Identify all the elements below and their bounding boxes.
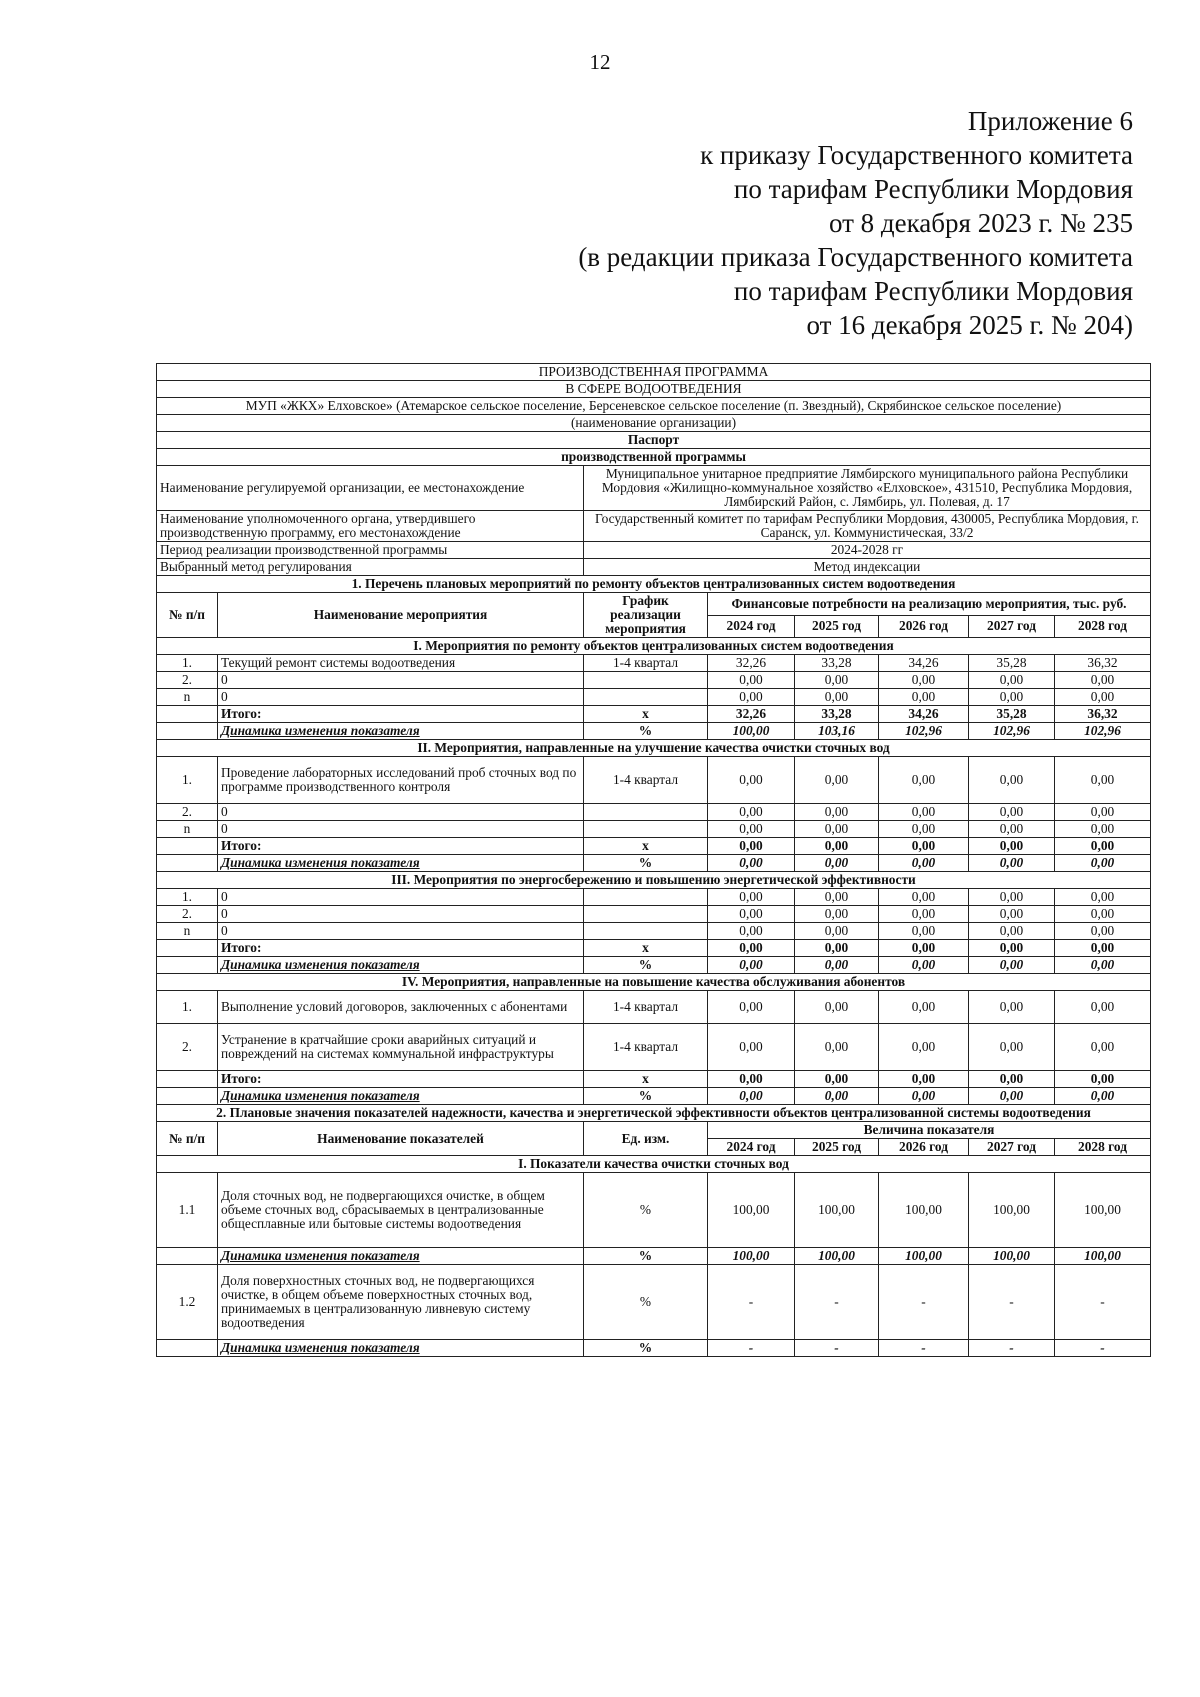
row-value: 0,00 [969,889,1055,906]
row-value: 32,26 [708,655,795,672]
col-header-schedule: График реализации мероприятия [584,593,708,638]
total-value: 34,26 [879,706,969,723]
dynamics-value: 0,00 [1055,957,1151,974]
row-value: 0,00 [1055,889,1151,906]
table-row [157,672,1151,689]
row-value: 0,00 [1055,672,1151,689]
indicator-value: 100,00 [879,1173,969,1248]
group-title-row [157,740,1151,757]
total-value: 0,00 [969,940,1055,957]
row-number: 2. [157,804,218,821]
row-value: 0,00 [795,804,879,821]
dynamics-unit: % [584,855,708,872]
row-value: 0,00 [1055,757,1151,804]
section2-title-row [157,1105,1151,1122]
title-line-2: В СФЕРЕ ВОДООТВЕДЕНИЯ [157,381,1151,398]
passport-label: Выбранный метод регулирования [157,559,584,576]
group-title: I. Показатели качества очистки сточных вод [157,1156,1151,1173]
indicator-value: 100,00 [795,1173,879,1248]
dynamics-number [157,957,218,974]
total-number [157,940,218,957]
col-header-year: 2027 год [969,1139,1055,1156]
group-title-row [157,974,1151,991]
row-value: 0,00 [879,672,969,689]
dynamics-value: 100,00 [795,1248,879,1265]
row-value: 36,32 [1055,655,1151,672]
total-row [157,838,1151,855]
dynamics-value: 100,00 [1055,1248,1151,1265]
dynamics-value: - [969,1340,1055,1357]
row-value: 0,00 [969,1024,1055,1071]
table-row [157,991,1151,1024]
passport-title: Паспорт [157,432,1151,449]
col-header-number: № п/п [157,1122,218,1156]
dynamics-row [157,957,1151,974]
row-value: 33,28 [795,655,879,672]
row-value: 0,00 [795,906,879,923]
row-number: 1. [157,991,218,1024]
row-name: 0 [218,689,584,706]
total-unit: x [584,1071,708,1088]
total-value: 0,00 [879,940,969,957]
indicator-value: 100,00 [1055,1173,1151,1248]
row-value: 0,00 [708,672,795,689]
col-header-year: 2024 год [708,615,795,638]
col-header-finance: Финансовые потребности на реализацию мероприятия, тыс. руб. [708,593,1151,616]
dynamics-value: 0,00 [879,1088,969,1105]
row-name: Проведение лабораторных исследований проб сточных вод по программе производственного контроля [218,757,584,804]
total-unit: x [584,940,708,957]
row-value: 0,00 [1055,923,1151,940]
appendix-line: от 16 декабря 2025 г. № 204) [806,310,1133,340]
row-name: Выполнение условий договоров, заключенных с абонентами [218,991,584,1024]
row-value: 0,00 [969,689,1055,706]
dynamics-label: Динамика изменения показателя [218,855,584,872]
dynamics-number [157,1248,218,1265]
dynamics-label: Динамика изменения показателя [218,1088,584,1105]
row-value: 0,00 [795,1024,879,1071]
row-value: 0,00 [795,689,879,706]
indicator-value: - [879,1265,969,1340]
dynamics-value: - [879,1340,969,1357]
col-header-year: 2028 год [1055,615,1151,638]
dynamics-value: 102,96 [1055,723,1151,740]
col-header-name: Наименование мероприятия [218,593,584,638]
col-header-year: 2024 год [708,1139,795,1156]
appendix-line: от 8 декабря 2023 г. № 235 [828,208,1133,238]
col-header-year: 2025 год [795,1139,879,1156]
total-number [157,1071,218,1088]
group-title: III. Мероприятия по энергосбережению и повышению энергетической эффективности [157,872,1151,889]
row-number: 1.2 [157,1265,218,1340]
row-value: 0,00 [708,923,795,940]
total-value: 0,00 [1055,940,1151,957]
row-value: 0,00 [879,821,969,838]
row-schedule [584,821,708,838]
dynamics-row [157,723,1151,740]
row-number: n [157,923,218,940]
col-header-indicator: Наименование показателей [218,1122,584,1156]
row-value: 0,00 [879,889,969,906]
dynamics-value: 100,00 [969,1248,1055,1265]
row-value: 0,00 [795,757,879,804]
row-value: 0,00 [708,1024,795,1071]
row-value: 0,00 [1055,821,1151,838]
dynamics-value: 0,00 [879,855,969,872]
indicator-name: Доля сточных вод, не подвергающихся очистке, в общем объеме сточных вод, сбрасываемых в централизованные общесплавные или бытовые системы водоотведения [218,1173,584,1248]
total-label: Итого: [218,940,584,957]
indicator-value: - [708,1265,795,1340]
total-value: 0,00 [1055,838,1151,855]
appendix-line: по тарифам Республики Мордовия [733,174,1133,204]
production-program-table [156,363,1151,1357]
row-schedule [584,689,708,706]
group-title: II. Мероприятия, направленные на улучшение качества очистки сточных вод [157,740,1151,757]
col-header-unit: Ед. изм. [584,1122,708,1156]
page-number: 12 [589,50,611,74]
dynamics-value: 100,00 [708,723,795,740]
dynamics-value: 0,00 [969,855,1055,872]
col-header-year: 2027 год [969,615,1055,638]
row-value: 0,00 [1055,991,1151,1024]
indicator-value: - [1055,1265,1151,1340]
group-title: IV. Мероприятия, направленные на повышение качества обслуживания абонентов [157,974,1151,991]
table-row [157,923,1151,940]
dynamics-number [157,1088,218,1105]
row-schedule [584,923,708,940]
table-row [157,804,1151,821]
organization-caption: (наименование организации) [157,415,1151,432]
indicator-value: - [969,1265,1055,1340]
row-value: 0,00 [969,821,1055,838]
dynamics-number [157,855,218,872]
total-label: Итого: [218,838,584,855]
dynamics-value: 102,96 [969,723,1055,740]
passport-subtitle: производственной программы [157,449,1151,466]
row-value: 0,00 [879,757,969,804]
row-value: 0,00 [1055,804,1151,821]
row-value: 0,00 [879,1024,969,1071]
row-name: Устранение в кратчайшие сроки аварийных ситуаций и повреждений на системах коммунальной инфраструктуры [218,1024,584,1071]
table-row [157,689,1151,706]
row-value: 0,00 [879,991,969,1024]
col-header-year: 2026 год [879,615,969,638]
dynamics-row [157,855,1151,872]
table-row [157,757,1151,804]
row-schedule [584,804,708,821]
dynamics-number [157,1340,218,1357]
row-value: 0,00 [708,906,795,923]
row-value: 0,00 [879,689,969,706]
row-value: 0,00 [969,923,1055,940]
row-number: 2. [157,672,218,689]
total-value: 0,00 [969,1071,1055,1088]
row-value: 0,00 [879,804,969,821]
table-row [157,1024,1151,1071]
total-value: 0,00 [795,1071,879,1088]
row-value: 34,26 [879,655,969,672]
row-number: n [157,689,218,706]
indicator-row [157,1265,1151,1340]
dynamics-value: 0,00 [708,855,795,872]
organization-name: МУП «ЖКХ» Елховское» (Атемарское сельское поселение, Берсеневское сельское поселение (п. Звездный), Скрябинское сельское поселение) [157,398,1151,415]
dynamics-value: 0,00 [1055,1088,1151,1105]
table-row [157,906,1151,923]
table-row [157,655,1151,672]
total-value: 32,26 [708,706,795,723]
dynamics-value: - [795,1340,879,1357]
dynamics-unit: % [584,1088,708,1105]
row-name: Текущий ремонт системы водоотведения [218,655,584,672]
passport-label: Период реализации производственной программы [157,542,584,559]
passport-label: Наименование уполномоченного органа, утвердившего производственную программу, его местонахождение [157,511,584,542]
indicator-value: 100,00 [708,1173,795,1248]
passport-value: Метод индексации [584,559,1151,576]
row-name: 0 [218,889,584,906]
row-schedule: 1-4 квартал [584,655,708,672]
appendix-block [578,104,1133,342]
dynamics-label: Динамика изменения показателя [218,1340,584,1357]
dynamics-label: Динамика изменения показателя [218,1248,584,1265]
row-value: 0,00 [795,889,879,906]
passport-label: Наименование регулируемой организации, ее местонахождение [157,466,584,511]
row-value: 0,00 [969,991,1055,1024]
total-unit: x [584,838,708,855]
row-value: 0,00 [969,672,1055,689]
total-value: 0,00 [708,838,795,855]
row-schedule [584,672,708,689]
group-title-row [157,872,1151,889]
total-value: 0,00 [879,1071,969,1088]
dynamics-value: 0,00 [1055,855,1151,872]
dynamics-value: 100,00 [879,1248,969,1265]
row-value: 0,00 [708,991,795,1024]
dynamics-number [157,723,218,740]
row-number: 2. [157,1024,218,1071]
total-value: 33,28 [795,706,879,723]
section1-title: 1. Перечень плановых мероприятий по ремонту объектов централизованных систем водоотведения [157,576,1151,593]
col-header-number: № п/п [157,593,218,638]
row-value: 0,00 [708,889,795,906]
total-row [157,940,1151,957]
indicator-value: - [795,1265,879,1340]
row-name: 0 [218,906,584,923]
dynamics-row [157,1088,1151,1105]
total-number [157,706,218,723]
dynamics-value: 0,00 [708,1088,795,1105]
dynamics-value: 102,96 [879,723,969,740]
row-value: 0,00 [1055,906,1151,923]
col-header-value: Величина показателя [708,1122,1151,1139]
section2-group-row [157,1156,1151,1173]
total-value: 0,00 [1055,1071,1151,1088]
indicator-name: Доля поверхностных сточных вод, не подвергающихся очистке, в общем объеме поверхностных сточных вод, принимаемых в централизованную ливневую систему водоотведения [218,1265,584,1340]
row-value: 0,00 [1055,1024,1151,1071]
indicator-value: 100,00 [969,1173,1055,1248]
passport-value: Государственный комитет по тарифам Республики Мордовия, 430005, Республика Мордовия, г. Саранск, ул. Коммунистическая, 33/2 [584,511,1151,542]
indicator-unit: % [584,1265,708,1340]
appendix-line: к приказу Государственного комитета [700,140,1133,170]
row-number: 1. [157,757,218,804]
dynamics-row [157,1248,1151,1265]
dynamics-unit: % [584,723,708,740]
appendix-line: (в редакции приказа Государственного комитета [578,242,1133,272]
section2-header-row [157,1122,1151,1139]
dynamics-value: 0,00 [879,957,969,974]
row-name: 0 [218,804,584,821]
row-name: 0 [218,821,584,838]
row-value: 0,00 [969,804,1055,821]
total-row [157,1071,1151,1088]
table-row [157,821,1151,838]
row-value: 0,00 [795,672,879,689]
dynamics-unit: % [584,1340,708,1357]
dynamics-value: 103,16 [795,723,879,740]
col-header-year: 2026 год [879,1139,969,1156]
row-value: 0,00 [795,821,879,838]
row-value: 0,00 [879,923,969,940]
indicator-row [157,1173,1151,1248]
dynamics-unit: % [584,1248,708,1265]
appendix-line: Приложение 6 [967,106,1133,136]
row-number: 1. [157,655,218,672]
total-value: 0,00 [969,838,1055,855]
row-value: 35,28 [969,655,1055,672]
row-value: 0,00 [708,804,795,821]
section2-title: 2. Плановые значения показателей надежности, качества и энергетической эффективности объектов централизованной системы водоотведения [157,1105,1151,1122]
col-header-year: 2028 год [1055,1139,1151,1156]
total-value: 0,00 [795,838,879,855]
dynamics-value: 0,00 [969,957,1055,974]
row-schedule [584,906,708,923]
title-line-1: ПРОИЗВОДСТВЕННАЯ ПРОГРАММА [157,364,1151,381]
row-number: 1. [157,889,218,906]
row-value: 0,00 [708,821,795,838]
total-value: 35,28 [969,706,1055,723]
row-number: 2. [157,906,218,923]
total-value: 36,32 [1055,706,1151,723]
dynamics-unit: % [584,957,708,974]
row-value: 0,00 [969,906,1055,923]
row-value: 0,00 [795,923,879,940]
table-row [157,889,1151,906]
total-unit: x [584,706,708,723]
total-value: 0,00 [795,940,879,957]
indicator-unit: % [584,1173,708,1248]
col-header-year: 2025 год [795,615,879,638]
total-row [157,706,1151,723]
row-value: 0,00 [708,757,795,804]
group-title-row [157,638,1151,655]
total-number [157,838,218,855]
appendix-line: по тарифам Республики Мордовия [733,276,1133,306]
row-value: 0,00 [879,906,969,923]
dynamics-value: 0,00 [795,957,879,974]
dynamics-label: Динамика изменения показателя [218,957,584,974]
row-value: 0,00 [1055,689,1151,706]
row-name: 0 [218,672,584,689]
dynamics-value: 0,00 [795,1088,879,1105]
total-value: 0,00 [708,940,795,957]
dynamics-row [157,1340,1151,1357]
total-label: Итого: [218,706,584,723]
passport-value: Муниципальное унитарное предприятие Лямбирского муниципального района Республики Мордовия «Жилищно-коммунальное хозяйство «Елховское», 431510, Республика Мордовия, Лямбирский Район, с. Лямбирь, ул. Полевая, д. 17 [584,466,1151,511]
total-label: Итого: [218,1071,584,1088]
passport-value: 2024-2028 гг [584,542,1151,559]
dynamics-value: 0,00 [708,957,795,974]
total-value: 0,00 [708,1071,795,1088]
row-schedule: 1-4 квартал [584,757,708,804]
dynamics-value: 0,00 [795,855,879,872]
dynamics-value: - [1055,1340,1151,1357]
dynamics-value: - [708,1340,795,1357]
row-schedule [584,889,708,906]
row-schedule: 1-4 квартал [584,1024,708,1071]
row-number: 1.1 [157,1173,218,1248]
row-value: 0,00 [969,757,1055,804]
dynamics-value: 100,00 [708,1248,795,1265]
row-value: 0,00 [708,689,795,706]
row-schedule: 1-4 квартал [584,991,708,1024]
row-name: 0 [218,923,584,940]
dynamics-label: Динамика изменения показателя [218,723,584,740]
dynamics-value: 0,00 [969,1088,1055,1105]
row-number: n [157,821,218,838]
row-value: 0,00 [795,991,879,1024]
total-value: 0,00 [879,838,969,855]
group-title: I. Мероприятия по ремонту объектов централизованных систем водоотведения [157,638,1151,655]
